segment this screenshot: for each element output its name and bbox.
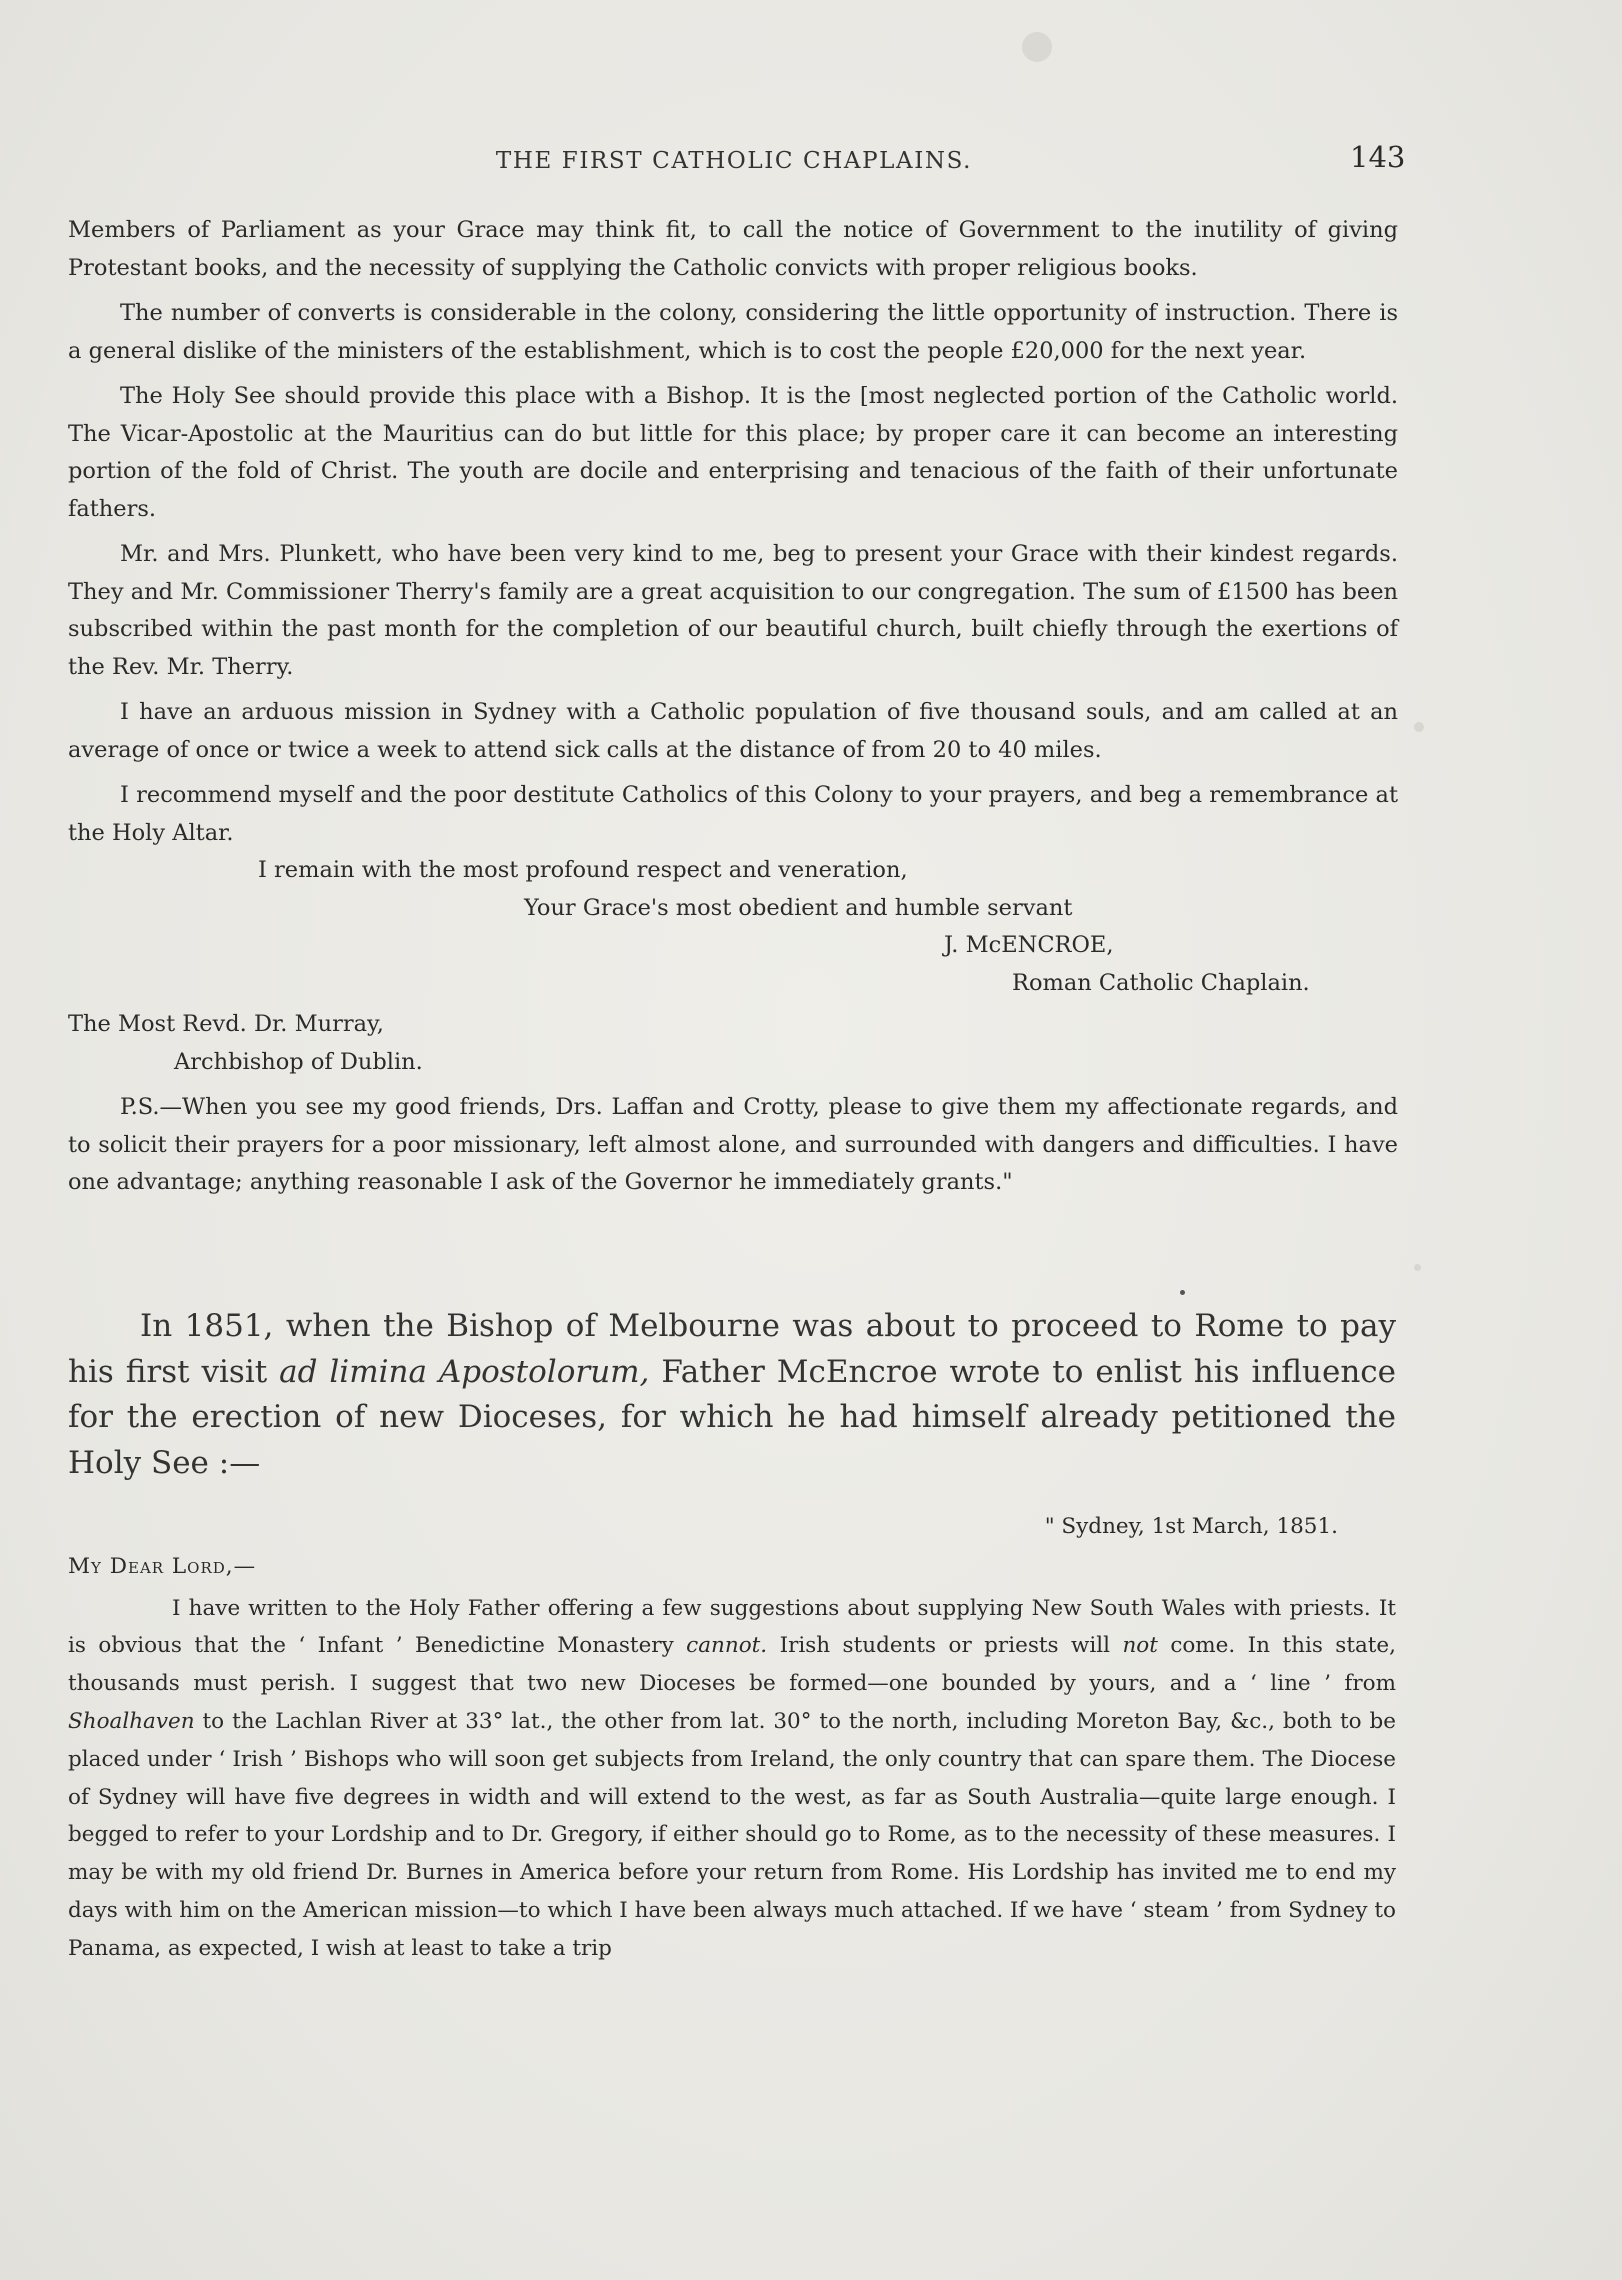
running-head: THE FIRST CATHOLIC CHAPLAINS.	[495, 148, 973, 174]
letter-text-4: to the Lachlan River at 33° lat., the other from lat. 30° to the north, including Moreton Bay, &c., both to be placed under ‘ Irish ’ Bishops who will soon get subjects from Ireland, the only country that can spare them. The Diocese of Sydney will have five degrees in width and will extend to the west, as far as South Australia—quite large enough. I begged to refer to your Lordship and to Dr. Gregory, if either should go to Rome, as to the necessity of these measures. I may be with my old friend Dr. Burnes in America before your return from Rome. His Lordship has invited me to end my days with him on the American mission—to which I have been always much attached. If we have ‘ steam ’ from Sydney to Panama, as expected, I wish at least to take a trip	[68, 1708, 1396, 1961]
paper-spot	[1180, 1290, 1185, 1295]
closing-line-2: Your Grace's most obedient and humble servant	[524, 894, 1073, 921]
paragraph-6: I recommend myself and the poor destitute Catholics of this Colony to your prayers, and beg a remembrance at the Holy Altar.	[68, 782, 1398, 846]
paragraph-1: Members of Parliament as your Grace may think fit, to call the notice of Government to the inutility of giving Protestant books, and the necessity of supplying the Catholic convicts with proper religious books.	[68, 217, 1398, 281]
paragraph-3: The Holy See should provide this place with a Bishop. It is the [most neglected portion of the Catholic world. The Vicar-Apostolic at the Mauritius can do but little for this place; by proper care it can become an interesting portion of the fold of Christ. The youth are docile and enterprising and tenacious of the faith of their unfortunate fathers.	[68, 383, 1398, 522]
letter-emphasis-3: Shoalhaven	[68, 1708, 195, 1734]
addressee-name: The Most Revd. Dr. Murray,	[68, 1011, 384, 1037]
letter-body	[68, 212, 1398, 1202]
letter-paragraph	[68, 1590, 1396, 1968]
closing-line-1: I remain with the most profound respect and veneration,	[258, 857, 908, 883]
letter-dateline: " Sydney, 1st March, 1851.	[1044, 1514, 1338, 1539]
letter-text-1: I have written to the Holy Father offering a few suggestions about supplying New South Wales with priests. It is obvious that the ‘ Infant ’ Benedictine Monastery	[68, 1595, 1396, 1659]
paper-spot	[1022, 32, 1052, 62]
letter-emphasis-2: not	[1122, 1633, 1158, 1659]
narrative-paragraph	[68, 1304, 1396, 1486]
letter-text-3: come. In this state, thousands must perish. I suggest that two new Dioceses be formed—one bounded by yours, and a ‘ line ’ from	[68, 1633, 1396, 1697]
paragraph-5: I have an arduous mission in Sydney with a Catholic population of five thousand souls, and am called at an average of once or twice a week to attend sick calls at the distance of from 20 to 40 miles.	[68, 699, 1398, 763]
letter-emphasis-1: cannot.	[686, 1633, 768, 1659]
postscript: P.S.—When you see my good friends, Drs. Laffan and Crotty, please to give them my affectionate regards, and to solicit their prayers for a poor missionary, left almost alone, and surrounded with dangers and difficulties. I have one advantage; anything reasonable I ask of the Governor he immediately grants."	[68, 1094, 1398, 1195]
paragraph-4: Mr. and Mrs. Plunkett, who have been very kind to me, beg to present your Grace with their kindest regards. They and Mr. Commissioner Therry's family are a great acquisition to our congregation. The sum of £1500 has been subscribed within the past month for the completion of our beautiful church, built chiefly through the exertions of the Rev. Mr. Therry.	[68, 541, 1398, 680]
letter-text-2: Irish students or priests will	[767, 1633, 1123, 1659]
narrative-italic-phrase: ad limina Apostolorum,	[279, 1353, 650, 1390]
signature-title: Roman Catholic Chaplain.	[1012, 969, 1310, 996]
paragraph-2: The number of converts is considerable in the colony, considering the little opportunity of instruction. There is a general dislike of the ministers of the establishment, which is to cost the people £20,000 for the next year.	[68, 300, 1398, 364]
letter-salutation: My Dear Lord,—	[68, 1553, 257, 1579]
narrative-text-2: Father McEncroe wrote to enlist his influence for the erection of new Dioceses, for which he had himself already petitioned the Holy See :—	[68, 1353, 1396, 1481]
page-number: 143	[1350, 140, 1406, 174]
second-letter	[68, 1508, 1396, 1968]
narrative-text-1: In 1851, when the Bishop of Melbourne was about to proceed to Rome to pay his first visit	[68, 1308, 1396, 1390]
paper-spot	[1414, 722, 1424, 732]
signature: J. McENCROE,	[944, 932, 1114, 958]
paper-spot	[1414, 1264, 1421, 1271]
addressee-title: Archbishop of Dublin.	[174, 1048, 423, 1075]
